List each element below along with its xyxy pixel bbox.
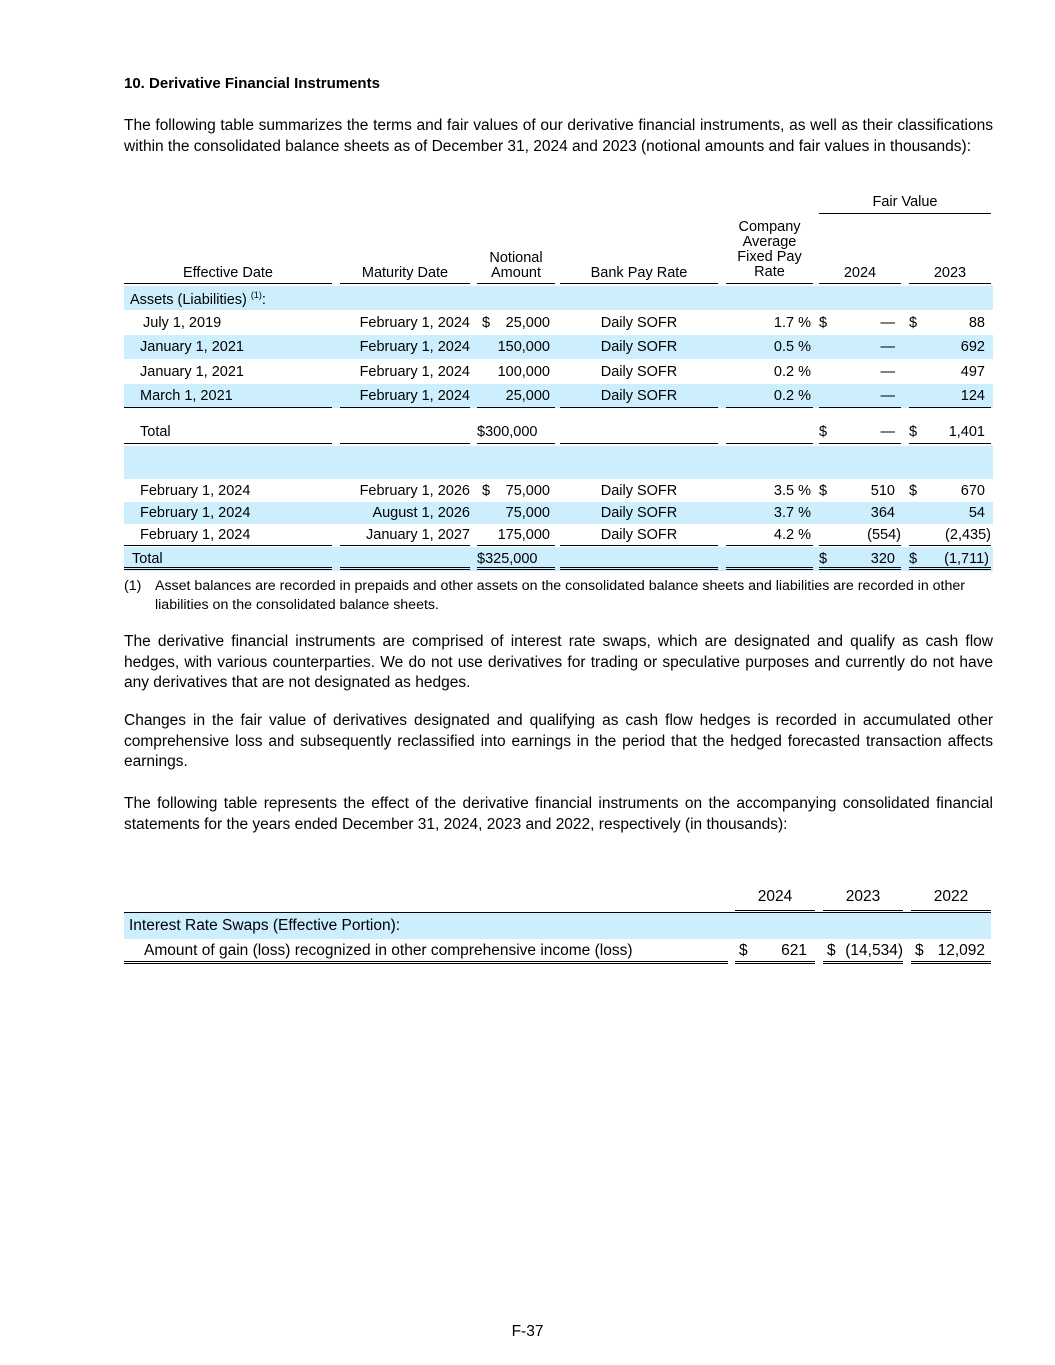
footnote-number: (1) — [124, 578, 142, 594]
page-number: F-37 — [511, 1323, 544, 1340]
footnote-text: Asset balances are recorded in prepaids and other assets on the consolidated balance sheets and liabilities are recorded in other liabilities on the consolidated balance sheets. — [155, 578, 965, 613]
effective-date: February 1, 2024 — [140, 527, 251, 543]
fixed-pay-rate — [726, 524, 813, 546]
maturity-date: February 1, 2024 — [359, 315, 470, 331]
maturity-date: February 1, 2024 — [359, 339, 470, 355]
total-maturity-cell — [340, 421, 470, 444]
notional-cell — [477, 524, 555, 546]
fixed-pay-rate — [726, 335, 813, 358]
total-fv2024-value: — — [880, 424, 895, 440]
total-fv2024 — [819, 421, 901, 444]
total-fv2023 — [909, 547, 991, 570]
changes-paragraph: Changes in the fair value of derivatives designated and qualifying as cash flow hedges is recorded in accumulated other comprehensive loss and subsequently reclassified into earnings in the period that the hedged forecasted transaction affects earnings. — [124, 712, 993, 770]
bank-pay-rate: Daily SOFR — [600, 483, 678, 499]
footnote-ref: (1) — [250, 290, 262, 300]
fair-value-2023-cell — [909, 524, 991, 546]
fair-value-2024: — — [880, 388, 895, 404]
fair-value-2024-cell — [819, 480, 901, 501]
total-bank-cell — [560, 421, 718, 444]
fixed-pay-rate-value: 0.2 % — [773, 364, 811, 380]
fair-value-2023-cell — [909, 360, 991, 383]
table-row — [124, 480, 993, 502]
notional-amount: 25,000 — [505, 388, 550, 404]
dollar-sign: $ — [819, 483, 828, 499]
fair-value-2023: 670 — [960, 483, 985, 499]
dollar-sign: $ — [909, 315, 918, 331]
notional-cell — [477, 384, 555, 408]
dollar-sign: $ — [819, 424, 828, 440]
total-row-2 — [124, 547, 993, 571]
dollar-sign: $ — [819, 551, 828, 567]
fair-value-header: Fair Value — [819, 194, 991, 214]
total-rate-cell — [726, 421, 813, 444]
section-label-text: Assets (Liabilities) — [130, 291, 247, 308]
bank-pay-rate: Daily SOFR — [560, 384, 718, 408]
total-rate-cell — [726, 547, 813, 570]
notional-cell — [477, 502, 555, 523]
total-notional: $300,000 — [477, 421, 555, 444]
bank-pay-rate: Daily SOFR — [600, 315, 678, 331]
effect-header-2024: 2024 — [735, 888, 815, 911]
total-cell — [124, 421, 332, 444]
total-bank-cell — [560, 547, 718, 570]
fixed-pay-rate — [726, 480, 813, 501]
table-row — [124, 502, 993, 524]
dollar-sign: $ — [909, 551, 918, 567]
effective-date: July 1, 2019 — [143, 315, 222, 331]
effective-date: January 1, 2021 — [140, 364, 244, 380]
assets-liabilities-label — [130, 290, 266, 308]
effective-date-cell — [124, 335, 332, 358]
total-row-1 — [124, 421, 993, 445]
effect-row-label-cell — [124, 939, 728, 964]
fair-value-2024: (554) — [867, 527, 901, 543]
table-row — [124, 524, 993, 546]
fixed-pay-rate — [726, 384, 813, 408]
fixed-pay-rate-value: 1.7 % — [773, 315, 811, 331]
maturity-date: February 1, 2026 — [359, 483, 470, 499]
total-label: Total — [140, 424, 171, 440]
fair-value-2023-cell — [909, 502, 991, 523]
maturity-date: January 1, 2027 — [340, 524, 470, 546]
intro-paragraph: The following table summarizes the terms and fair values of our derivative financial instruments, as well as their classifications within the consolidated balance sheets as of December 31, 2024 and 2023 (notional amounts and fair values in thousands): — [124, 117, 993, 155]
total-label: Total — [132, 551, 163, 567]
effect-section-label: Interest Rate Swaps (Effective Portion): — [129, 917, 401, 934]
fair-value-2024-cell — [819, 311, 901, 334]
header-notional-line2: Amount — [491, 265, 541, 281]
fixed-pay-rate-value: 3.7 % — [773, 505, 811, 521]
fair-value-2023: 88 — [968, 315, 985, 331]
header-2023: 2023 — [909, 266, 991, 284]
effective-date-cell — [124, 480, 332, 501]
fair-value-2024-cell — [819, 384, 901, 408]
dollar-sign: $ — [482, 483, 491, 499]
total-cell — [124, 547, 332, 570]
maturity-date: February 1, 2024 — [359, 364, 470, 380]
fixed-pay-rate-value: 3.5 % — [773, 483, 811, 499]
total-fv2023 — [909, 421, 991, 444]
total-fv2023-value: 1,401 — [948, 424, 985, 440]
effect-header-row — [124, 888, 993, 912]
fair-value-2023: 54 — [968, 505, 985, 521]
header-rate-line4: Rate — [754, 264, 785, 280]
effect-2022-cell — [911, 939, 991, 964]
effective-date: January 1, 2021 — [140, 339, 244, 355]
dollar-sign: $ — [915, 942, 924, 959]
maturity-date: August 1, 2026 — [372, 505, 470, 521]
dollar-sign: $ — [909, 424, 918, 440]
header-rate-line1: Company — [738, 219, 801, 235]
effective-date-cell — [124, 360, 332, 383]
fixed-pay-rate-value: 4.2 % — [773, 527, 811, 543]
table-row — [124, 360, 993, 384]
notional-amount: 175,000 — [497, 527, 550, 543]
fair-value-2024: 364 — [870, 505, 895, 521]
fair-value-2023-cell — [909, 311, 991, 334]
section-heading: 10. Derivative Financial Instruments — [124, 75, 380, 92]
fair-value-2023: (2,435) — [945, 527, 991, 543]
total-fv2023-value: (1,711) — [944, 551, 989, 567]
dollar-sign: $ — [827, 942, 836, 959]
fixed-pay-rate-value: 0.2 % — [773, 388, 811, 404]
effective-date-cell — [124, 524, 332, 546]
fair-value-2023: 124 — [960, 388, 985, 404]
total-fv2024-value: 320 — [870, 551, 895, 567]
effective-date: February 1, 2024 — [140, 505, 251, 521]
bank-pay-rate: Daily SOFR — [600, 364, 678, 380]
effect-2024-cell — [735, 939, 815, 964]
effect-data-row — [124, 939, 993, 963]
effect-row-label: Amount of gain (loss) recognized in other comprehensive income (loss) — [144, 942, 633, 959]
fair-value-2024-cell — [819, 524, 901, 546]
notional-cell — [477, 480, 555, 501]
notional-amount: 75,000 — [505, 505, 550, 521]
bank-pay-rate: Daily SOFR — [560, 524, 718, 546]
notional-cell — [477, 311, 555, 334]
dollar-sign: $ — [819, 315, 828, 331]
effect-intro-paragraph: The following table represents the effect of the derivative financial instruments on the accompanying consolidated financial statements for the years ended December 31, 2024, 2023 and 2022, respectively (in thousands): — [124, 795, 993, 833]
effect-section-row — [124, 912, 991, 939]
bank-pay-rate: Daily SOFR — [600, 505, 678, 521]
fair-value-2024-cell — [819, 502, 901, 523]
fair-value-2023-cell — [909, 480, 991, 501]
description-paragraph: The derivative financial instruments are comprised of interest rate swaps, which are designated and qualify as cash flow hedges, with various counterparties. We do not use derivatives for trading or speculative purposes and currently do not have any derivatives that are not designated as hedges. — [124, 633, 993, 691]
spacer-row — [124, 446, 993, 479]
header-bank-pay-rate: Bank Pay Rate — [560, 266, 718, 284]
dollar-sign: $ — [482, 315, 491, 331]
effective-date-cell — [124, 311, 332, 334]
effect-header-2022: 2022 — [911, 888, 991, 911]
table-row — [124, 335, 993, 359]
effective-date: March 1, 2021 — [140, 388, 233, 404]
notional-amount: 100,000 — [497, 364, 550, 380]
fixed-pay-rate — [726, 311, 813, 334]
fair-value-2023: 692 — [960, 339, 985, 355]
header-rate-line3: Fixed Pay — [737, 249, 802, 265]
header-rate-line2: Average — [742, 234, 797, 250]
fair-value-2024-cell — [819, 360, 901, 383]
effect-header-2023: 2023 — [823, 888, 903, 911]
fair-value-2023-cell — [909, 384, 991, 408]
total-notional: $325,000 — [477, 547, 555, 570]
effective-date: February 1, 2024 — [140, 483, 251, 499]
table-row — [124, 384, 993, 408]
header-company-rate — [726, 220, 813, 284]
fair-value-2023: 497 — [960, 364, 985, 380]
total-fv2024 — [819, 547, 901, 570]
notional-amount: 150,000 — [497, 339, 550, 355]
header-maturity-date: Maturity Date — [340, 266, 470, 284]
notional-cell — [477, 335, 555, 358]
fixed-pay-rate-value: 0.5 % — [773, 339, 811, 355]
notional-amount: 25,000 — [505, 315, 550, 331]
fixed-pay-rate — [726, 360, 813, 383]
fair-value-2024: 510 — [870, 483, 895, 499]
notional-cell — [477, 360, 555, 383]
fair-value-2023-cell — [909, 335, 991, 358]
dollar-sign: $ — [739, 942, 748, 959]
fair-value-2024: — — [880, 315, 895, 331]
total-maturity-cell — [340, 547, 470, 570]
effect-2023-value: (14,534) — [845, 942, 903, 959]
header-notional-amount — [477, 251, 555, 284]
table-row — [124, 311, 993, 335]
fair-value-2024: — — [880, 339, 895, 355]
bank-pay-rate: Daily SOFR — [600, 339, 678, 355]
fixed-pay-rate — [726, 502, 813, 523]
header-effective-date: Effective Date — [124, 266, 332, 284]
effect-2023-cell — [823, 939, 903, 964]
assets-liabilities-row — [124, 286, 993, 310]
maturity-date: February 1, 2024 — [340, 384, 470, 408]
fair-value-2024: — — [880, 364, 895, 380]
effective-date-cell — [124, 384, 332, 408]
fair-value-2024-cell — [819, 335, 901, 358]
dollar-sign: $ — [909, 483, 918, 499]
header-2024: 2024 — [819, 266, 901, 284]
notional-amount: 75,000 — [505, 483, 550, 499]
effective-date-cell — [124, 502, 332, 523]
header-notional-line1: Notional — [489, 250, 543, 266]
section-colon: : — [261, 291, 266, 308]
effect-2024-value: 621 — [781, 942, 807, 959]
effect-2022-value: 12,092 — [937, 942, 985, 959]
